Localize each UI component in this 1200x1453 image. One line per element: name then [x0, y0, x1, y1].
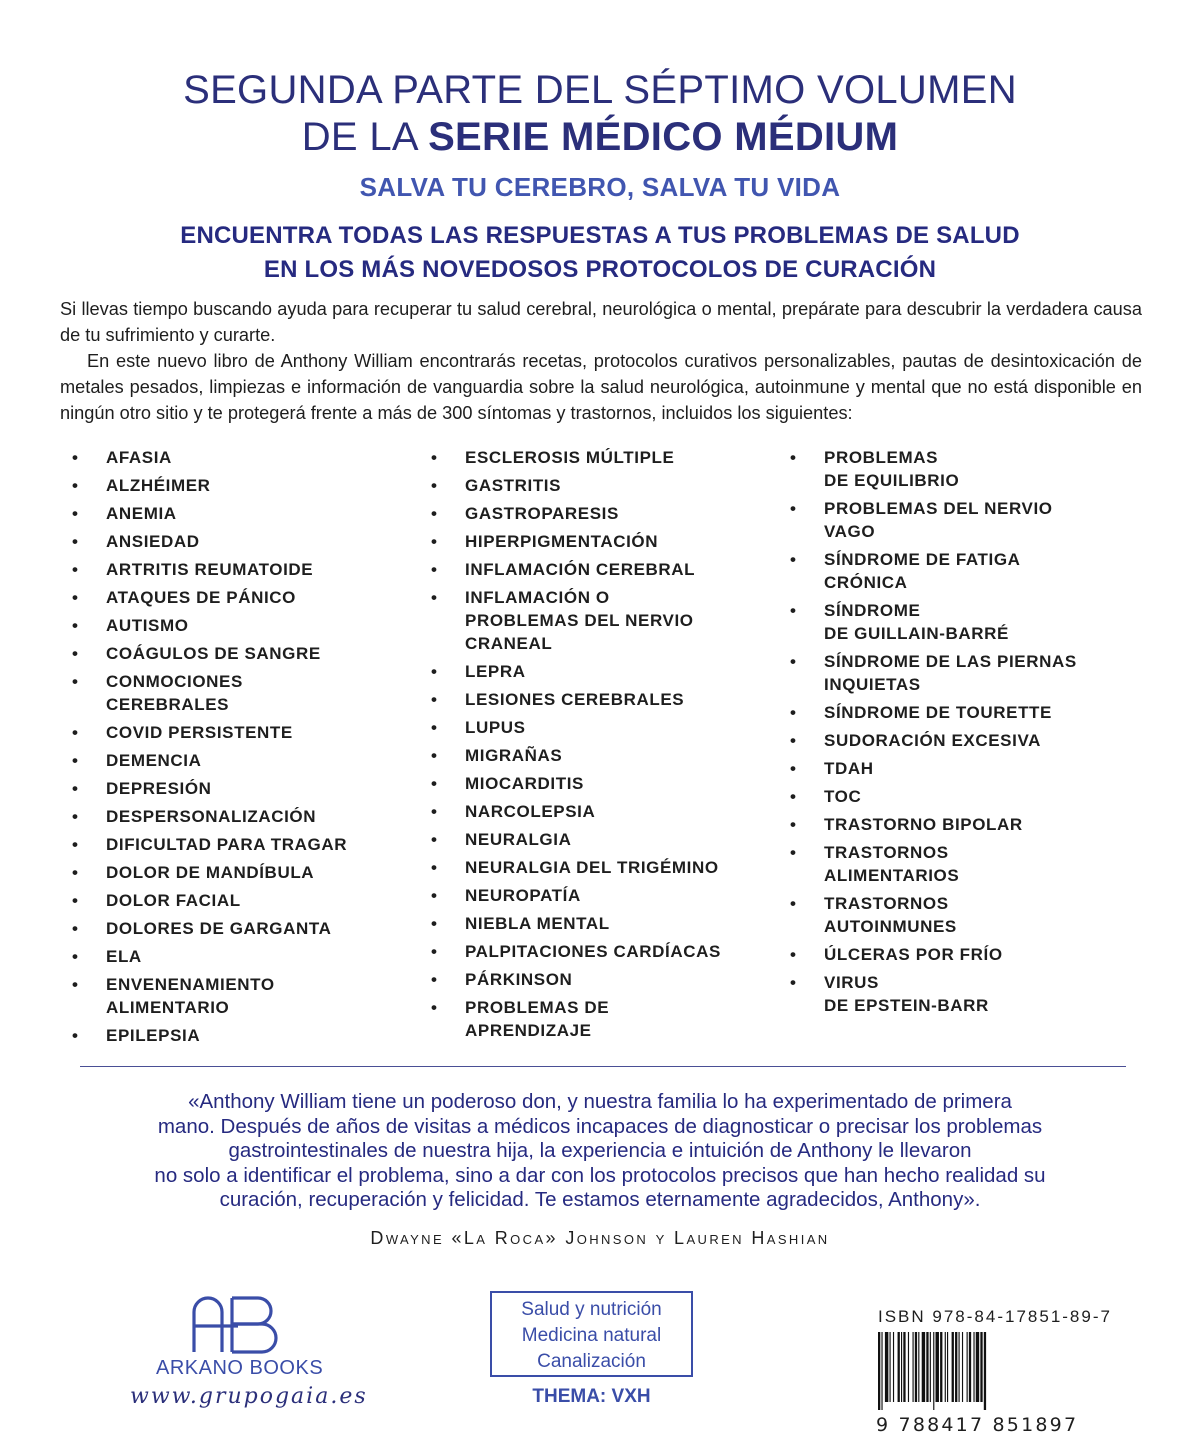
intro-text [60, 296, 1142, 426]
title-line-2-prefix: DE LA [301, 115, 429, 159]
category-box [490, 1291, 693, 1377]
condition-label: DIFICULTAD PARA TRAGAR [106, 835, 348, 854]
barcode-icon [876, 1332, 1088, 1410]
quote-line-3: gastrointestinales de nuestra hija, la experiencia e intuición de Anthony le llevaron [228, 1139, 972, 1162]
condition-item-migranas [419, 744, 759, 767]
arkano-books-logo-icon [190, 1294, 282, 1354]
bullet-icon: • [431, 914, 438, 933]
condition-label: TRASTORNO BIPOLAR [824, 815, 1023, 834]
condition-item-dificultad-para-tragar [60, 833, 400, 856]
bullet-icon: • [790, 973, 797, 992]
bullet-icon: • [72, 975, 79, 994]
quote-attribution: Dwayne «La Roca» Johnson y Lauren Hashian [370, 1228, 830, 1248]
condition-label: TOC [824, 787, 862, 806]
condition-item-esclerosis-multiple [419, 446, 759, 469]
bullet-icon: • [72, 947, 79, 966]
condition-item-artritis-reumatoide [60, 558, 400, 581]
bullet-icon: • [431, 532, 438, 551]
condition-label: LUPUS [465, 718, 526, 737]
bullet-icon: • [431, 886, 438, 905]
bullet-icon: • [431, 970, 438, 989]
condition-item-sudoracion-excesiva [778, 729, 1118, 752]
condition-label: ELA [106, 947, 142, 966]
condition-label: NEUROPATÍA [465, 886, 581, 905]
thema-code: THEMA: VXH [532, 1386, 651, 1407]
condition-label: SÍNDROME DE LAS PIERNAS INQUIETAS [824, 652, 1077, 694]
condition-label: TRASTORNOS AUTOINMUNES [824, 894, 957, 936]
bullet-icon: • [72, 751, 79, 770]
bullet-icon: • [431, 998, 438, 1017]
condition-item-lepra [419, 660, 759, 683]
bullet-icon: • [790, 448, 797, 467]
bullet-icon: • [431, 802, 438, 821]
condition-item-epilepsia [60, 1024, 400, 1047]
condition-item-trastorno-bipolar [778, 813, 1118, 836]
condition-label: VIRUS DE EPSTEIN-BARR [824, 973, 989, 1015]
condition-label: ENVENENAMIENTO ALIMENTARIO [106, 975, 275, 1017]
condition-item-problemas-del-nervio-vago [778, 497, 1118, 543]
bullet-icon: • [790, 652, 797, 671]
bullet-icon: • [431, 662, 438, 681]
condition-label: PROBLEMAS DE EQUILIBRIO [824, 448, 960, 490]
condition-label: ÚLCERAS POR FRÍO [824, 945, 1003, 964]
bullet-icon: • [790, 787, 797, 806]
condition-label: MIGRAÑAS [465, 746, 563, 765]
intro-paragraph-1: Si llevas tiempo buscando ayuda para recuperar tu salud cerebral, neurológica o mental, prepárate para descubrir la verdadera causa de tu sufrimiento y curarte. [60, 299, 1142, 345]
condition-label: AFASIA [106, 448, 172, 467]
condition-label: ANSIEDAD [106, 532, 200, 551]
condition-label: ANEMIA [106, 504, 177, 523]
condition-label: TRASTORNOS ALIMENTARIOS [824, 843, 960, 885]
testimonial-quote [0, 1090, 1200, 1213]
condition-label: PÁRKINSON [465, 970, 573, 989]
condition-item-despersonalizacion [60, 805, 400, 828]
bullet-icon: • [72, 863, 79, 882]
condition-label: NEURALGIA DEL TRIGÉMINO [465, 858, 719, 877]
bullet-icon: • [72, 779, 79, 798]
condition-item-trastornos-autoinmunes [778, 892, 1118, 938]
condition-label: AUTISMO [106, 616, 189, 635]
condition-item-sindrome-de-tourette [778, 701, 1118, 724]
bullet-icon: • [72, 448, 79, 467]
condition-label: DOLOR DE MANDÍBULA [106, 863, 315, 882]
title-line-2 [0, 115, 1200, 159]
condition-item-conmociones-cerebrales [60, 670, 400, 716]
quote-line-4: no solo a identificar el problema, sino a dar con los protocolos precisos que han hecho realidad su [154, 1163, 1046, 1187]
condition-label: SUDORACIÓN EXCESIVA [824, 731, 1042, 750]
condition-item-ataques-de-panico [60, 586, 400, 609]
condition-item-ulceras-por-frio [778, 943, 1118, 966]
bullet-icon: • [72, 588, 79, 607]
book-subtitle: SALVA TU CEREBRO, SALVA TU VIDA [359, 172, 841, 202]
publisher-brand: ARKANO BOOKS [156, 1357, 324, 1379]
series-name: SERIE MÉDICO MÉDIUM [428, 115, 899, 159]
bullet-icon: • [790, 945, 797, 964]
condition-item-neuralgia [419, 828, 759, 851]
bullet-icon: • [431, 830, 438, 849]
condition-label: ARTRITIS REUMATOIDE [106, 560, 314, 579]
condition-label: ESCLEROSIS MÚLTIPLE [465, 448, 675, 467]
condition-item-sindrome-de-las-piernas-inquietas [778, 650, 1118, 696]
bullet-icon: • [790, 894, 797, 913]
condition-label: EPILEPSIA [106, 1026, 201, 1045]
bullet-icon: • [431, 504, 438, 523]
bullet-icon: • [431, 560, 438, 579]
condition-item-ansiedad [60, 530, 400, 553]
tagline [0, 219, 1200, 287]
condition-item-trastornos-alimentarios [778, 841, 1118, 887]
condition-item-dolores-de-garganta [60, 917, 400, 940]
condition-item-inflamacion-cerebral [419, 558, 759, 581]
condition-item-palpitaciones-cardiacas [419, 940, 759, 963]
condition-label: PROBLEMAS DE APRENDIZAJE [465, 998, 610, 1040]
bullet-icon: • [431, 690, 438, 709]
category-2: Medicina natural [521, 1325, 662, 1346]
bullet-icon: • [72, 807, 79, 826]
condition-item-lupus [419, 716, 759, 739]
condition-item-virus-de-epstein-barr [778, 971, 1118, 1017]
condition-item-depresion [60, 777, 400, 800]
condition-item-miocarditis [419, 772, 759, 795]
publisher-website[interactable]: www.grupogaia.es [130, 1384, 368, 1409]
bullet-icon: • [431, 746, 438, 765]
condition-item-alzheimer [60, 474, 400, 497]
condition-label: TDAH [824, 759, 874, 778]
condition-label: DEPRESIÓN [106, 779, 212, 798]
bullet-icon: • [72, 504, 79, 523]
condition-item-covid-persistente [60, 721, 400, 744]
bullet-icon: • [72, 476, 79, 495]
bullet-icon: • [790, 550, 797, 569]
bullet-icon: • [431, 448, 438, 467]
bullet-icon: • [72, 919, 79, 938]
condition-item-toc [778, 785, 1118, 808]
condition-item-inflamacion-o-problemas-del-nervio-craneal [419, 586, 759, 655]
condition-item-neuropatia [419, 884, 759, 907]
isbn: ISBN 978-84-17851-89-7 [878, 1307, 1112, 1326]
condition-item-demencia [60, 749, 400, 772]
bullet-icon: • [72, 532, 79, 551]
condition-item-narcolepsia [419, 800, 759, 823]
condition-label: DOLORES DE GARGANTA [106, 919, 332, 938]
condition-label: LESIONES CEREBRALES [465, 690, 685, 709]
condition-item-gastritis [419, 474, 759, 497]
condition-label: PALPITACIONES CARDÍACAS [465, 942, 721, 961]
condition-label: CONMOCIONES CEREBRALES [106, 672, 243, 714]
condition-label: NIEBLA MENTAL [465, 914, 610, 933]
divider [80, 1066, 1126, 1067]
condition-label: DOLOR FACIAL [106, 891, 241, 910]
bullet-icon: • [72, 1026, 79, 1045]
condition-item-gastroparesis [419, 502, 759, 525]
intro-paragraph-2: En este nuevo libro de Anthony William encontrarás recetas, protocolos curativos personalizables, pautas de desintoxicación de metales pesados, limpiezas e información de vanguardia sobre la salud neurológica, autoinmune y mental que no está disponible en ningún otro sitio y te protegerá frente a más de 300 síntomas y trastornos, incluidos los siguientes: [60, 351, 1142, 423]
condition-label: INFLAMACIÓN O PROBLEMAS DEL NERVIO CRANEAL [465, 588, 694, 653]
condition-item-tdah [778, 757, 1118, 780]
condition-item-problemas-de-equilibrio [778, 446, 1118, 492]
bullet-icon: • [72, 672, 79, 691]
condition-item-lesiones-cerebrales [419, 688, 759, 711]
condition-label: NARCOLEPSIA [465, 802, 596, 821]
condition-item-afasia [60, 446, 400, 469]
conditions-column-1 [60, 446, 400, 1052]
condition-label: NEURALGIA [465, 830, 572, 849]
condition-label: DESPERSONALIZACIÓN [106, 807, 317, 826]
bullet-icon: • [431, 476, 438, 495]
bullet-icon: • [790, 499, 797, 518]
category-1: Salud y nutrición [521, 1299, 662, 1320]
condition-label: DEMENCIA [106, 751, 202, 770]
condition-item-parkinson [419, 968, 759, 991]
condition-item-neuralgia-del-trigemino [419, 856, 759, 879]
quote-line-1: «Anthony William tiene un poderoso don, y nuestra familia lo ha experimentado de primera [188, 1090, 1012, 1113]
condition-label: SÍNDROME DE FATIGA CRÓNICA [824, 550, 1021, 592]
condition-label: LEPRA [465, 662, 526, 681]
bullet-icon: • [72, 891, 79, 910]
condition-item-autismo [60, 614, 400, 637]
bullet-icon: • [72, 560, 79, 579]
category-3: Canalización [537, 1351, 646, 1372]
condition-label: INFLAMACIÓN CEREBRAL [465, 560, 696, 579]
barcode-digits: 9 788417 851897 [876, 1414, 1079, 1436]
bullet-icon: • [790, 601, 797, 620]
condition-label: HIPERPIGMENTACIÓN [465, 532, 659, 551]
publisher-logo [120, 1290, 370, 1440]
condition-label: PROBLEMAS DEL NERVIO VAGO [824, 499, 1053, 541]
condition-item-envenenamiento-alimentario [60, 973, 400, 1019]
condition-item-ela [60, 945, 400, 968]
bullet-icon: • [72, 723, 79, 742]
bullet-icon: • [790, 843, 797, 862]
bullet-icon: • [790, 703, 797, 722]
bullet-icon: • [431, 588, 438, 607]
bullet-icon: • [431, 718, 438, 737]
bullet-icon: • [790, 731, 797, 750]
quote-line-5: curación, recuperación y felicidad. Te estamos eternamente agradecidos, Anthony». [219, 1188, 981, 1211]
conditions-column-2 [419, 446, 759, 1047]
condition-label: SÍNDROME DE GUILLAIN-BARRÉ [824, 601, 1009, 643]
condition-label: SÍNDROME DE TOURETTE [824, 703, 1052, 722]
condition-item-anemia [60, 502, 400, 525]
condition-label: ALZHÉIMER [106, 476, 211, 495]
condition-label: GASTRITIS [465, 476, 562, 495]
condition-item-dolor-de-mandibula [60, 861, 400, 884]
condition-label: MIOCARDITIS [465, 774, 584, 793]
condition-item-niebla-mental [419, 912, 759, 935]
bullet-icon: • [431, 774, 438, 793]
condition-label: COVID PERSISTENTE [106, 723, 293, 742]
condition-item-hiperpigmentacion [419, 530, 759, 553]
condition-label: COÁGULOS DE SANGRE [106, 644, 321, 663]
conditions-column-3 [778, 446, 1118, 1022]
bullet-icon: • [72, 835, 79, 854]
quote-line-2: mano. Después de años de visitas a médicos incapaces de diagnosticar o precisar los problemas [157, 1114, 1043, 1138]
bullet-icon: • [790, 815, 797, 834]
condition-item-coagulos-de-sangre [60, 642, 400, 665]
condition-item-dolor-facial [60, 889, 400, 912]
tagline-line-2: EN LOS MÁS NOVEDOSOS PROTOCOLOS DE CURACIÓN [263, 256, 937, 283]
bullet-icon: • [431, 942, 438, 961]
title-line-1: SEGUNDA PARTE DEL SÉPTIMO VOLUMEN [183, 68, 1017, 112]
condition-item-sindrome-de-guillain-barre [778, 599, 1118, 645]
condition-label: GASTROPARESIS [465, 504, 619, 523]
condition-item-problemas-de-aprendizaje [419, 996, 759, 1042]
condition-label: ATAQUES DE PÁNICO [106, 588, 296, 607]
condition-item-sindrome-de-fatiga-cronica [778, 548, 1118, 594]
bullet-icon: • [72, 644, 79, 663]
bullet-icon: • [72, 616, 79, 635]
tagline-line-1: ENCUENTRA TODAS LAS RESPUESTAS A TUS PROBLEMAS DE SALUD [180, 222, 1020, 249]
bullet-icon: • [431, 858, 438, 877]
bullet-icon: • [790, 759, 797, 778]
